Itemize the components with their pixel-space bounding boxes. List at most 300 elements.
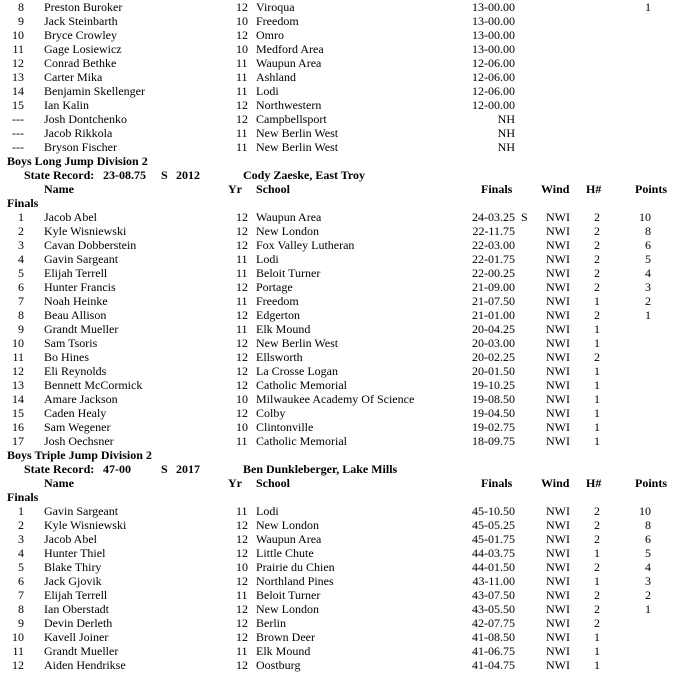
athlete-year: 11 [236, 294, 248, 308]
athlete-year: 11 [236, 70, 248, 84]
result-row [0, 266, 679, 280]
record-label: State Record: [24, 462, 95, 476]
points: 10 [639, 504, 651, 518]
result-row [0, 238, 679, 252]
result-row [0, 280, 679, 294]
heat-number: 2 [594, 308, 600, 322]
place: 5 [18, 560, 24, 574]
column-headers [0, 476, 679, 490]
athlete-year: 11 [236, 322, 248, 336]
result-row [0, 14, 679, 28]
athlete-year: 11 [236, 140, 248, 154]
points: 2 [645, 588, 651, 602]
record-holder: Ben Dunkleberger, Lake Mills [243, 462, 398, 476]
place: 9 [18, 616, 24, 630]
athlete-year: 11 [236, 126, 248, 140]
place: 17 [12, 434, 24, 448]
heat-number: 2 [594, 588, 600, 602]
place: 15 [12, 98, 24, 112]
heat-number: 1 [594, 546, 600, 560]
heat-number: 1 [594, 378, 600, 392]
athlete-year: 11 [236, 504, 248, 518]
final-mark: 20-04.25 [472, 322, 515, 336]
final-mark: 45-10.50 [472, 504, 515, 518]
header-yr: Yr [228, 476, 242, 490]
points: 6 [645, 532, 651, 546]
header-yr: Yr [228, 182, 242, 196]
final-mark: 45-01.75 [472, 532, 515, 546]
result-row [0, 518, 679, 532]
final-mark: 44-01.50 [472, 560, 515, 574]
athlete-year: 12 [236, 546, 248, 560]
place: 8 [18, 308, 24, 322]
heat-number: 1 [594, 658, 600, 672]
header-name: Name [44, 182, 74, 196]
result-row [0, 252, 679, 266]
school-name: Ellsworth [256, 350, 303, 364]
final-mark: 21-01.00 [472, 308, 515, 322]
athlete-name: Grandt Mueller [44, 322, 119, 336]
points: 2 [645, 294, 651, 308]
state-record [0, 168, 679, 182]
place: 12 [12, 364, 24, 378]
athlete-year: 12 [236, 0, 248, 14]
header-points: Points [635, 476, 668, 490]
wind-reading: NWI [546, 378, 570, 392]
result-row [0, 84, 679, 98]
school-name: Freedom [256, 14, 299, 28]
athlete-year: 10 [236, 420, 248, 434]
athlete-year: 10 [236, 42, 248, 56]
result-row [0, 112, 679, 126]
place: 4 [18, 546, 24, 560]
school-name: Catholic Memorial [256, 434, 347, 448]
points: 4 [645, 266, 651, 280]
athlete-year: 12 [236, 308, 248, 322]
header-finals: Finals [481, 476, 513, 490]
school-name: Oostburg [256, 658, 301, 672]
school-name: Milwaukee Academy Of Science [256, 392, 415, 406]
final-mark: 41-04.75 [472, 658, 515, 672]
place: 13 [12, 378, 24, 392]
school-name: Freedom [256, 294, 299, 308]
points: 6 [645, 238, 651, 252]
athlete-name: Elijah Terrell [44, 588, 108, 602]
header-finals: Finals [481, 182, 513, 196]
athlete-year: 12 [236, 602, 248, 616]
header-points: Points [635, 182, 668, 196]
place: 6 [18, 280, 24, 294]
result-row [0, 392, 679, 406]
athlete-name: Sam Tsoris [44, 336, 98, 350]
result-row [0, 630, 679, 644]
result-row [0, 420, 679, 434]
athlete-name: Bryson Fischer [44, 140, 117, 154]
event-title [0, 448, 679, 462]
place: 8 [18, 602, 24, 616]
points: 3 [645, 280, 651, 294]
school-name: New Berlin West [256, 126, 339, 140]
athlete-name: Hunter Francis [44, 280, 116, 294]
wind-reading: NWI [546, 224, 570, 238]
result-row [0, 406, 679, 420]
athlete-name: Jacob Abel [44, 210, 97, 224]
athlete-year: 11 [236, 644, 248, 658]
place: 6 [18, 574, 24, 588]
athlete-name: Bennett McCormick [44, 378, 143, 392]
wind-reading: NWI [546, 336, 570, 350]
place: 2 [18, 518, 24, 532]
result-row [0, 56, 679, 70]
place: 3 [18, 238, 24, 252]
school-name: Elk Mound [256, 322, 311, 336]
final-mark: 20-02.25 [472, 350, 515, 364]
event-title [0, 154, 679, 168]
school-name: Omro [256, 28, 284, 42]
header-name: Name [44, 476, 74, 490]
result-row [0, 322, 679, 336]
athlete-name: Jacob Abel [44, 532, 97, 546]
points: 3 [645, 574, 651, 588]
place: 14 [12, 392, 24, 406]
result-row [0, 70, 679, 84]
school-name: Colby [256, 406, 286, 420]
result-row [0, 294, 679, 308]
school-name: Brown Deer [256, 630, 315, 644]
place: 4 [18, 252, 24, 266]
final-mark: 12-06.00 [472, 84, 515, 98]
athlete-year: 12 [236, 336, 248, 350]
final-mark: 19-08.50 [472, 392, 515, 406]
place: 15 [12, 406, 24, 420]
final-mark: NH [497, 140, 515, 154]
school-name: Waupun Area [256, 532, 322, 546]
points: 8 [645, 224, 651, 238]
record-flag: S [161, 462, 168, 476]
wind-reading: NWI [546, 266, 570, 280]
athlete-year: 10 [236, 560, 248, 574]
result-row [0, 224, 679, 238]
school-name: New London [256, 602, 319, 616]
athlete-year: 12 [236, 238, 248, 252]
result-row [0, 532, 679, 546]
athlete-name: Elijah Terrell [44, 266, 108, 280]
final-mark: 21-07.50 [472, 294, 515, 308]
athlete-name: Ian Oberstadt [44, 602, 109, 616]
result-row [0, 140, 679, 154]
athlete-year: 12 [236, 98, 248, 112]
record-flag: S [521, 210, 528, 224]
athlete-name: Jacob Rikkola [44, 126, 113, 140]
wind-reading: NWI [546, 504, 570, 518]
athlete-name: Caden Healy [44, 406, 107, 420]
heat-number: 2 [594, 266, 600, 280]
school-name: Little Chute [256, 546, 314, 560]
wind-reading: NWI [546, 238, 570, 252]
athlete-year: 12 [236, 378, 248, 392]
final-mark: 22-01.75 [472, 252, 515, 266]
record-label: State Record: [24, 168, 95, 182]
place: 2 [18, 224, 24, 238]
athlete-name: Gage Losiewicz [44, 42, 122, 56]
round-label-text: Finals [7, 490, 39, 504]
wind-reading: NWI [546, 518, 570, 532]
wind-reading: NWI [546, 392, 570, 406]
final-mark: 22-00.25 [472, 266, 515, 280]
athlete-year: 12 [236, 280, 248, 294]
round-label-text: Finals [7, 196, 39, 210]
result-row [0, 308, 679, 322]
heat-number: 2 [594, 280, 600, 294]
athlete-name: Bryce Crowley [44, 28, 117, 42]
heat-number: 1 [594, 434, 600, 448]
athlete-year: 12 [236, 406, 248, 420]
school-name: Waupun Area [256, 210, 322, 224]
wind-reading: NWI [546, 280, 570, 294]
athlete-name: Amare Jackson [44, 392, 118, 406]
school-name: Lodi [256, 504, 279, 518]
heat-number: 1 [594, 406, 600, 420]
athlete-name: Jack Steinbarth [44, 14, 118, 28]
school-name: Northland Pines [256, 574, 334, 588]
wind-reading: NWI [546, 574, 570, 588]
place: 8 [18, 0, 24, 14]
school-name: Northwestern [256, 98, 322, 112]
school-name: Clintonville [256, 420, 314, 434]
result-row [0, 28, 679, 42]
result-row [0, 658, 679, 672]
place: 3 [18, 532, 24, 546]
final-mark: 19-04.50 [472, 406, 515, 420]
place: 11 [12, 644, 24, 658]
heat-number: 2 [594, 518, 600, 532]
header-heat: H# [586, 476, 602, 490]
athlete-year: 12 [236, 616, 248, 630]
final-mark: NH [497, 112, 515, 126]
header-school: School [256, 182, 291, 196]
athlete-year: 12 [236, 532, 248, 546]
wind-reading: NWI [546, 434, 570, 448]
place: --- [12, 112, 24, 126]
athlete-name: Josh Dontchenko [44, 112, 127, 126]
place: 16 [12, 420, 24, 434]
final-mark: 44-03.75 [472, 546, 515, 560]
athlete-name: Gavin Sargeant [44, 252, 119, 266]
header-school: School [256, 476, 291, 490]
header-heat: H# [586, 182, 602, 196]
school-name: Catholic Memorial [256, 378, 347, 392]
wind-reading: NWI [546, 630, 570, 644]
heat-number: 2 [594, 616, 600, 630]
result-row [0, 588, 679, 602]
final-mark: 13-00.00 [472, 28, 515, 42]
record-holder: Cody Zaeske, East Troy [243, 168, 366, 182]
heat-number: 1 [594, 574, 600, 588]
wind-reading: NWI [546, 532, 570, 546]
result-row [0, 210, 679, 224]
round-label [0, 490, 679, 504]
result-row [0, 546, 679, 560]
athlete-year: 10 [236, 392, 248, 406]
school-name: New Berlin West [256, 336, 339, 350]
result-row [0, 126, 679, 140]
wind-reading: NWI [546, 602, 570, 616]
school-name: Lodi [256, 84, 279, 98]
athlete-name: Sam Wegener [44, 420, 111, 434]
result-row [0, 42, 679, 56]
place: 9 [18, 322, 24, 336]
heat-number: 2 [594, 210, 600, 224]
school-name: La Crosse Logan [256, 364, 338, 378]
school-name: Edgerton [256, 308, 300, 322]
athlete-name: Kyle Wisniewski [44, 224, 127, 238]
wind-reading: NWI [546, 616, 570, 630]
school-name: Portage [256, 280, 293, 294]
final-mark: 19-02.75 [472, 420, 515, 434]
final-mark: 24-03.25 [472, 210, 515, 224]
event-title-text: Boys Triple Jump Division 2 [7, 448, 152, 462]
place: 10 [12, 630, 24, 644]
points: 8 [645, 518, 651, 532]
athlete-name: Bo Hines [44, 350, 89, 364]
athlete-name: Conrad Bethke [44, 56, 117, 70]
record-mark: 47-00 [103, 462, 131, 476]
athlete-name: Devin Derleth [44, 616, 113, 630]
place: 1 [18, 504, 24, 518]
wind-reading: NWI [546, 420, 570, 434]
athlete-name: Benjamin Skellenger [44, 84, 145, 98]
final-mark: 45-05.25 [472, 518, 515, 532]
place: 14 [12, 84, 24, 98]
result-row [0, 98, 679, 112]
athlete-year: 11 [236, 56, 248, 70]
heat-number: 2 [594, 560, 600, 574]
athlete-name: Kavell Joiner [44, 630, 109, 644]
athlete-year: 11 [236, 84, 248, 98]
final-mark: 41-08.50 [472, 630, 515, 644]
heat-number: 2 [594, 350, 600, 364]
final-mark: 22-11.75 [472, 224, 515, 238]
athlete-name: Ian Kalin [44, 98, 89, 112]
record-mark: 23-08.75 [103, 168, 146, 182]
athlete-year: 12 [236, 224, 248, 238]
athlete-name: Eli Reynolds [44, 364, 107, 378]
athlete-name: Carter Mika [44, 70, 103, 84]
wind-reading: NWI [546, 322, 570, 336]
athlete-name: Preston Buroker [44, 0, 123, 14]
heat-number: 2 [594, 224, 600, 238]
result-row [0, 434, 679, 448]
athlete-name: Hunter Thiel [44, 546, 106, 560]
final-mark: 22-03.00 [472, 238, 515, 252]
wind-reading: NWI [546, 546, 570, 560]
points: 5 [645, 252, 651, 266]
final-mark: 42-07.75 [472, 616, 515, 630]
result-row [0, 336, 679, 350]
school-name: Campbellsport [256, 112, 327, 126]
school-name: New Berlin West [256, 140, 339, 154]
athlete-name: Cavan Dobberstein [44, 238, 137, 252]
heat-number: 2 [594, 238, 600, 252]
wind-reading: NWI [546, 308, 570, 322]
final-mark: 43-07.50 [472, 588, 515, 602]
athlete-year: 10 [236, 14, 248, 28]
state-record [0, 462, 679, 476]
athlete-name: Aiden Hendrikse [44, 658, 126, 672]
school-name: Berlin [256, 616, 286, 630]
final-mark: 21-09.00 [472, 280, 515, 294]
result-row [0, 364, 679, 378]
athlete-name: Grandt Mueller [44, 644, 119, 658]
athlete-year: 12 [236, 364, 248, 378]
heat-number: 2 [594, 252, 600, 266]
athlete-name: Jack Gjovik [44, 574, 102, 588]
points: 10 [639, 210, 651, 224]
school-name: Waupun Area [256, 56, 322, 70]
athlete-year: 12 [236, 112, 248, 126]
final-mark: 12-06.00 [472, 56, 515, 70]
athlete-year: 11 [236, 588, 248, 602]
result-row [0, 0, 679, 14]
wind-reading: NWI [546, 644, 570, 658]
points: 1 [645, 0, 651, 14]
athlete-name: Gavin Sargeant [44, 504, 119, 518]
final-mark: 19-10.25 [472, 378, 515, 392]
athlete-year: 11 [236, 252, 248, 266]
result-row [0, 350, 679, 364]
place: 11 [12, 350, 24, 364]
athlete-year: 12 [236, 518, 248, 532]
athlete-year: 12 [236, 350, 248, 364]
result-row [0, 504, 679, 518]
school-name: Prairie du Chien [256, 560, 335, 574]
wind-reading: NWI [546, 350, 570, 364]
final-mark: 12-06.00 [472, 70, 515, 84]
place: 12 [12, 658, 24, 672]
heat-number: 1 [594, 364, 600, 378]
athlete-year: 11 [236, 266, 248, 280]
wind-reading: NWI [546, 406, 570, 420]
result-row [0, 602, 679, 616]
result-row [0, 616, 679, 630]
athlete-year: 12 [236, 658, 248, 672]
heat-number: 1 [594, 420, 600, 434]
athlete-year: 12 [236, 574, 248, 588]
athlete-name: Noah Heinke [44, 294, 108, 308]
place: 11 [12, 42, 24, 56]
wind-reading: NWI [546, 294, 570, 308]
final-mark: 41-06.75 [472, 644, 515, 658]
record-year: 2012 [176, 168, 200, 182]
athlete-year: 11 [236, 434, 248, 448]
points: 1 [645, 308, 651, 322]
school-name: Medford Area [256, 42, 324, 56]
record-flag: S [161, 168, 168, 182]
wind-reading: NWI [546, 252, 570, 266]
place: 12 [12, 56, 24, 70]
final-mark: 20-03.00 [472, 336, 515, 350]
result-row [0, 378, 679, 392]
school-name: Viroqua [256, 0, 295, 14]
round-label [0, 196, 679, 210]
athlete-year: 12 [236, 630, 248, 644]
place: 1 [18, 210, 24, 224]
wind-reading: NWI [546, 364, 570, 378]
points: 1 [645, 602, 651, 616]
event-title-text: Boys Long Jump Division 2 [7, 154, 148, 168]
result-row [0, 560, 679, 574]
points: 4 [645, 560, 651, 574]
